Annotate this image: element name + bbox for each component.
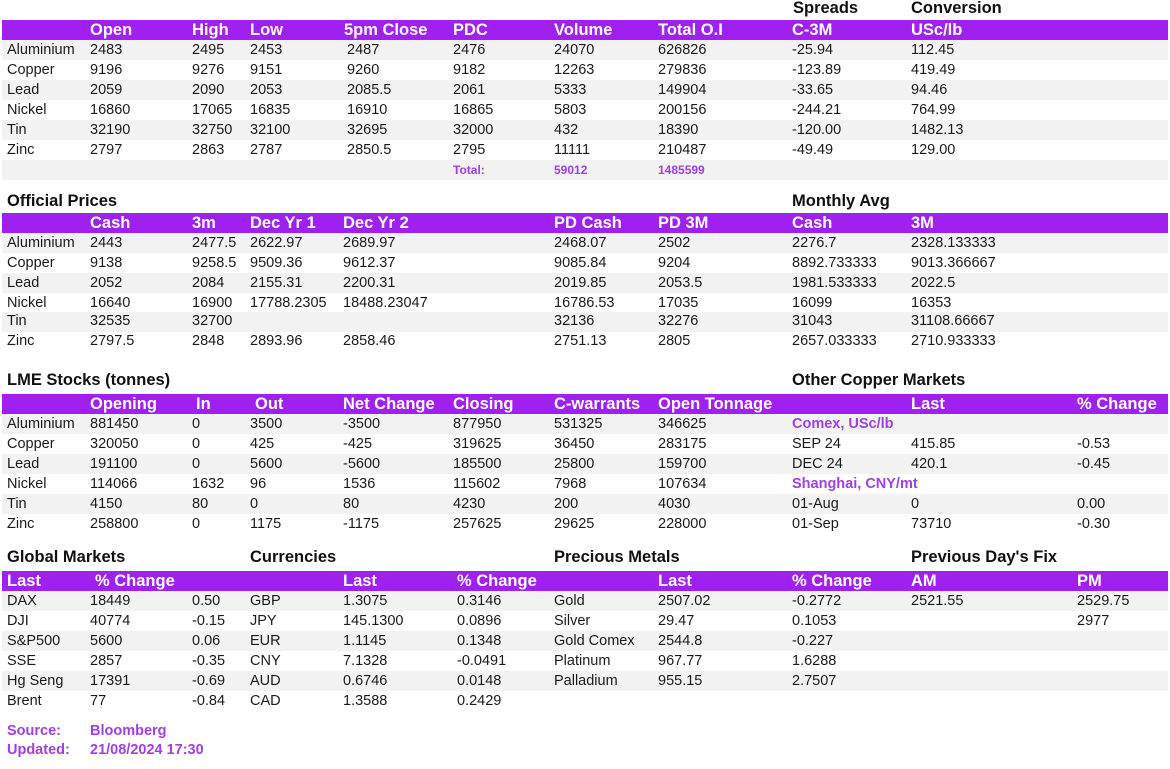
table-cell: 0 [250, 496, 259, 512]
table-cell: -425 [343, 436, 373, 452]
table-cell: 2.7507 [792, 673, 837, 689]
table-cell: 0.1053 [792, 613, 837, 629]
table-cell: 9151 [250, 62, 283, 78]
table-cell: 9612.37 [343, 255, 396, 271]
table-cell: -0.45 [1077, 456, 1111, 472]
row-label: Silver [554, 613, 591, 629]
table-cell: 2797.5 [90, 333, 135, 349]
table-cell: -25.94 [792, 42, 834, 58]
table-cell: 531325 [554, 416, 603, 432]
table-cell: -244.21 [792, 102, 842, 118]
row-label: Copper [7, 436, 55, 452]
top-col-header: Total O.I [658, 21, 723, 39]
table-cell: 31108.66667 [911, 313, 995, 329]
row-stripe [2, 120, 1168, 140]
table-cell: 9013.366667 [911, 255, 996, 271]
table-cell: 2795 [453, 142, 486, 158]
table-cell: 2453 [250, 42, 283, 58]
row-label: Tin [7, 496, 27, 512]
table-cell: -0.53 [1077, 436, 1111, 452]
table-cell: 1536 [343, 476, 376, 492]
table-cell: 5333 [554, 82, 587, 98]
table-cell: 5600 [90, 633, 123, 649]
row-label: Palladium [554, 673, 618, 689]
row-label: Nickel [7, 476, 47, 492]
table-cell: 1482.13 [911, 122, 964, 138]
table-cell: 0.6746 [343, 673, 388, 689]
table-cell: 94.46 [911, 82, 948, 98]
table-cell: 18390 [658, 122, 699, 138]
table-cell: 2622.97 [250, 235, 303, 251]
table-cell: 4150 [90, 496, 123, 512]
global-title: Global Markets [7, 548, 126, 566]
official-col-header: Cash [792, 214, 833, 232]
table-cell: 114066 [90, 476, 138, 492]
table-cell: 2443 [90, 235, 123, 251]
table-cell: 877950 [453, 416, 502, 432]
top-col-header: Open [90, 21, 133, 39]
top-col-header: Volume [554, 21, 613, 39]
total-label: Total: [453, 163, 485, 177]
table-cell: 2084 [192, 275, 225, 291]
table-cell: 0 [192, 456, 201, 472]
table-cell: 9509.36 [250, 255, 303, 271]
table-cell: 9258.5 [192, 255, 237, 271]
row-label: EUR [250, 633, 281, 649]
official-col-header: PD 3M [658, 214, 709, 232]
table-cell: -0.35 [192, 653, 226, 669]
table-cell: 5600 [250, 456, 283, 472]
source-value: Bloomberg [90, 723, 167, 739]
row-label: 01-Aug [792, 496, 839, 512]
table-cell: -123.89 [792, 62, 842, 78]
table-cell: 16835 [250, 102, 291, 118]
table-cell: 279836 [658, 62, 707, 78]
updated-value: 21/08/2024 17:30 [90, 742, 204, 758]
table-cell: 16099 [792, 295, 833, 311]
table-cell: -0.227 [792, 633, 834, 649]
table-cell: 16900 [192, 295, 233, 311]
table-cell: 0.0896 [457, 613, 502, 629]
table-cell: 36450 [554, 436, 595, 452]
official-col-header: 3m [192, 214, 216, 232]
table-cell: 2848 [192, 333, 225, 349]
table-cell: 1175 [250, 516, 282, 532]
table-cell: 1632 [192, 476, 225, 492]
table-cell: -33.65 [792, 82, 834, 98]
stocks-col-header: Out [255, 395, 284, 413]
table-cell: -3500 [343, 416, 381, 432]
table-cell: 145.1300 [343, 613, 404, 629]
table-cell: 420.1 [911, 456, 948, 472]
stocks-col-header: Closing [453, 395, 514, 413]
table-cell: 24070 [554, 42, 595, 58]
table-cell: 31043 [792, 313, 833, 329]
table-cell: 29.47 [658, 613, 695, 629]
table-cell: 626826 [658, 42, 707, 58]
total-volume: 59012 [554, 163, 588, 177]
table-cell: 77 [90, 693, 107, 709]
table-cell: 107634 [658, 476, 707, 492]
table-cell: 2893.96 [250, 333, 303, 349]
fix-col-header: AM [911, 572, 937, 590]
table-cell: 419.49 [911, 62, 956, 78]
row-label: Hg Seng [7, 673, 64, 689]
row-label: Gold Comex [554, 633, 635, 649]
table-cell: 16786.53 [554, 295, 615, 311]
row-label: CAD [250, 693, 281, 709]
table-cell: 0 [192, 416, 201, 432]
table-cell: 2061 [453, 82, 486, 98]
table-cell: 0.2429 [457, 693, 502, 709]
table-cell: 2085.5 [347, 82, 392, 98]
conversion-title: Conversion [911, 0, 1002, 17]
updated-label: Updated: [7, 742, 70, 758]
row-label: Platinum [554, 653, 611, 669]
table-cell: 17788.2305 [250, 295, 327, 311]
stocks-col-header: Open Tonnage [658, 395, 773, 413]
official-col-header: Dec Yr 2 [343, 214, 409, 232]
table-cell: 1.1145 [343, 633, 387, 649]
top-col-header: USc/lb [911, 21, 963, 39]
top-col-header: PDC [453, 21, 488, 39]
table-cell: 16860 [90, 102, 131, 118]
market-subheader: Shanghai, CNY/mt [792, 476, 918, 492]
table-cell: 16640 [90, 295, 131, 311]
monthly-title: Monthly Avg [792, 192, 890, 210]
official-title: Official Prices [7, 192, 118, 210]
table-cell: 320050 [90, 436, 139, 452]
table-cell: 2476 [453, 42, 486, 58]
table-cell: 2495 [192, 42, 225, 58]
table-cell: 9085.84 [554, 255, 607, 271]
table-cell: 9276 [192, 62, 225, 78]
table-cell: 16353 [911, 295, 952, 311]
fix-title: Previous Day's Fix [911, 548, 1058, 566]
precious-col-header: Last [658, 572, 692, 590]
row-label: Gold [554, 593, 585, 609]
table-cell: 764.99 [911, 102, 956, 118]
top-col-header: C-3M [792, 21, 833, 39]
table-cell: -1175 [343, 516, 380, 532]
table-cell: 16865 [453, 102, 494, 118]
table-cell: 1.3075 [343, 593, 388, 609]
table-cell: 210487 [658, 142, 707, 158]
table-cell: 2328.133333 [911, 235, 996, 251]
table-cell: 9138 [90, 255, 123, 271]
row-label: Nickel [7, 102, 47, 118]
table-cell: 191100 [90, 456, 138, 472]
top-col-header: Low [250, 21, 283, 39]
row-label: AUD [250, 673, 281, 689]
table-cell: 185500 [453, 456, 502, 472]
row-label: Aluminium [7, 42, 75, 58]
table-cell: 17035 [658, 295, 699, 311]
table-cell: 17065 [192, 102, 233, 118]
table-cell: 18488.23047 [343, 295, 428, 311]
table-cell: 5803 [554, 102, 587, 118]
table-cell: 9260 [347, 62, 380, 78]
row-label: Lead [7, 82, 40, 98]
row-label: Aluminium [7, 235, 75, 251]
table-cell: 25800 [554, 456, 595, 472]
table-cell: 16910 [347, 102, 388, 118]
table-cell: 2544.8 [658, 633, 703, 649]
row-label: SEP 24 [792, 436, 841, 452]
table-cell: 257625 [453, 516, 502, 532]
table-cell: 0.06 [192, 633, 221, 649]
stocks-title: LME Stocks (tonnes) [7, 371, 171, 389]
table-cell: 415.85 [911, 436, 956, 452]
table-cell: -0.30 [1077, 516, 1111, 532]
table-cell: 1.3588 [343, 693, 388, 709]
spreads-title: Spreads [793, 0, 859, 17]
table-cell: 258800 [90, 516, 139, 532]
fix-col-header: PM [1077, 572, 1102, 590]
table-cell: 129.00 [911, 142, 956, 158]
table-cell: -49.49 [792, 142, 834, 158]
table-cell: 32136 [554, 313, 595, 329]
precious-title: Precious Metals [554, 548, 680, 566]
table-cell: 2710.933333 [911, 333, 996, 349]
table-cell: 2059 [90, 82, 123, 98]
row-label: 01-Sep [792, 516, 839, 532]
table-cell: 2529.75 [1077, 593, 1130, 609]
table-cell: 2850.5 [347, 142, 392, 158]
table-cell: -0.2772 [792, 593, 842, 609]
table-cell: 2689.97 [343, 235, 396, 251]
table-cell: 4030 [658, 496, 691, 512]
table-cell: 112.45 [911, 42, 955, 58]
row-label: DEC 24 [792, 456, 843, 472]
copper-col-header: Last [911, 395, 945, 413]
stocks-col-header: In [196, 395, 211, 413]
row-label: DAX [7, 593, 37, 609]
table-cell: 1.6288 [792, 653, 837, 669]
table-cell: 2502 [658, 235, 691, 251]
table-cell: 80 [192, 496, 209, 512]
table-cell: 432 [554, 122, 579, 138]
table-cell: 2857 [90, 653, 123, 669]
total-oi: 1485599 [658, 163, 705, 177]
row-stripe [2, 591, 1168, 611]
table-cell: 32695 [347, 122, 388, 138]
table-cell: 2507.02 [658, 593, 711, 609]
table-cell: 2751.13 [554, 333, 607, 349]
precious-col-header: % Change [792, 572, 872, 590]
table-cell: 149904 [658, 82, 707, 98]
table-cell: 200 [554, 496, 579, 512]
table-cell: 9196 [90, 62, 123, 78]
other-copper-title: Other Copper Markets [792, 371, 966, 389]
row-label: Tin [7, 313, 27, 329]
table-cell: 7.1328 [343, 653, 388, 669]
row-label: SSE [7, 653, 37, 669]
top-col-header: 5pm Close [344, 21, 428, 39]
row-label: Aluminium [7, 416, 75, 432]
table-cell: 2468.07 [554, 235, 607, 251]
market-subheader: Comex, USc/lb [792, 416, 894, 432]
table-cell: 32000 [453, 122, 494, 138]
table-cell: 319625 [453, 436, 502, 452]
table-cell: 32535 [90, 313, 131, 329]
table-cell: 2155.31 [250, 275, 303, 291]
table-cell: 2052 [90, 275, 123, 291]
stocks-col-header: C-warrants [554, 395, 641, 413]
table-cell: 32276 [658, 313, 699, 329]
official-col-header: 3M [911, 214, 934, 232]
table-cell: 32750 [192, 122, 233, 138]
table-cell: 9182 [453, 62, 486, 78]
table-cell: 2019.85 [554, 275, 607, 291]
table-cell: 967.77 [658, 653, 703, 669]
table-cell: 115602 [453, 476, 501, 492]
table-cell: 1981.533333 [792, 275, 877, 291]
source-label: Source: [7, 723, 61, 739]
table-cell: 2863 [192, 142, 225, 158]
table-cell: 0.3146 [457, 593, 502, 609]
stocks-col-header: Opening [90, 395, 157, 413]
row-label: Tin [7, 122, 27, 138]
table-cell: 2483 [90, 42, 123, 58]
table-cell: 32100 [250, 122, 291, 138]
table-cell: 2276.7 [792, 235, 837, 251]
table-cell: 881450 [90, 416, 139, 432]
table-cell: 40774 [90, 613, 131, 629]
table-cell: 0 [192, 436, 201, 452]
table-cell: 2521.55 [911, 593, 964, 609]
currencies-title: Currencies [250, 548, 337, 566]
table-cell: 17391 [90, 673, 131, 689]
table-cell: 80 [343, 496, 360, 512]
currency-col-header: Last [343, 572, 377, 590]
global-col-header: Last [7, 572, 41, 590]
row-label: JPY [250, 613, 277, 629]
official-col-header: Dec Yr 1 [250, 214, 316, 232]
table-cell: 0 [911, 496, 920, 512]
table-cell: 0.0148 [457, 673, 502, 689]
table-cell: 7968 [554, 476, 587, 492]
table-cell: 2022.5 [911, 275, 956, 291]
row-label: Copper [7, 255, 55, 271]
table-cell: 0.50 [192, 593, 221, 609]
table-cell: 4230 [453, 496, 486, 512]
table-cell: 0.1348 [457, 633, 502, 649]
stocks-col-header: Net Change [343, 395, 435, 413]
table-cell: 283175 [658, 436, 707, 452]
table-cell: 8892.733333 [792, 255, 877, 271]
official-col-header: Cash [90, 214, 131, 232]
row-label: S&P500 [7, 633, 61, 649]
table-cell: 2487 [347, 42, 380, 58]
table-cell: 200156 [658, 102, 707, 118]
row-label: DJI [7, 613, 29, 629]
row-label: Lead [7, 456, 40, 472]
table-cell: 159700 [658, 456, 707, 472]
table-cell: 9204 [658, 255, 691, 271]
table-cell: 346625 [658, 416, 707, 432]
table-cell: -0.0491 [457, 653, 507, 669]
table-cell: 2090 [192, 82, 225, 98]
row-label: Brent [7, 693, 42, 709]
row-label: Lead [7, 275, 40, 291]
official-col-header: PD Cash [554, 214, 622, 232]
table-cell: 2477.5 [192, 235, 237, 251]
table-cell: 2200.31 [343, 275, 396, 291]
table-cell: -0.84 [192, 693, 226, 709]
table-cell: 0.00 [1077, 496, 1106, 512]
table-cell: 2977 [1077, 613, 1110, 629]
table-cell: 228000 [658, 516, 707, 532]
row-label: Zinc [7, 142, 35, 158]
row-label: Nickel [7, 295, 47, 311]
table-cell: 32190 [90, 122, 131, 138]
table-cell: 73710 [911, 516, 952, 532]
table-cell: -120.00 [792, 122, 842, 138]
top-col-header: High [192, 21, 229, 39]
row-label: CNY [250, 653, 281, 669]
table-cell: 425 [250, 436, 275, 452]
table-cell: -0.69 [192, 673, 226, 689]
table-cell: 3500 [250, 416, 283, 432]
table-cell: 0 [192, 516, 201, 532]
table-cell: 29625 [554, 516, 595, 532]
row-stripe [2, 494, 1168, 514]
table-cell: 32700 [192, 313, 233, 329]
table-cell: 12263 [554, 62, 595, 78]
row-label: Zinc [7, 516, 35, 532]
table-cell: 18449 [90, 593, 131, 609]
row-label: GBP [250, 593, 281, 609]
table-cell: 2657.033333 [792, 333, 877, 349]
table-cell: -0.15 [192, 613, 226, 629]
table-cell: -5600 [343, 456, 381, 472]
table-cell: 2053 [250, 82, 283, 98]
row-label: Copper [7, 62, 55, 78]
table-cell: 2805 [658, 333, 691, 349]
global-col-header: % Change [95, 572, 175, 590]
table-cell: 2053.5 [658, 275, 703, 291]
table-cell: 2797 [90, 142, 123, 158]
table-cell: 2858.46 [343, 333, 396, 349]
row-label: Zinc [7, 333, 35, 349]
table-cell: 11111 [554, 142, 591, 158]
copper-col-header: % Change [1077, 395, 1157, 413]
table-cell: 2787 [250, 142, 283, 158]
table-cell: 96 [250, 476, 267, 492]
currency-col-header: % Change [457, 572, 537, 590]
table-cell: 955.15 [658, 673, 703, 689]
markets-header-bar [2, 571, 1168, 591]
